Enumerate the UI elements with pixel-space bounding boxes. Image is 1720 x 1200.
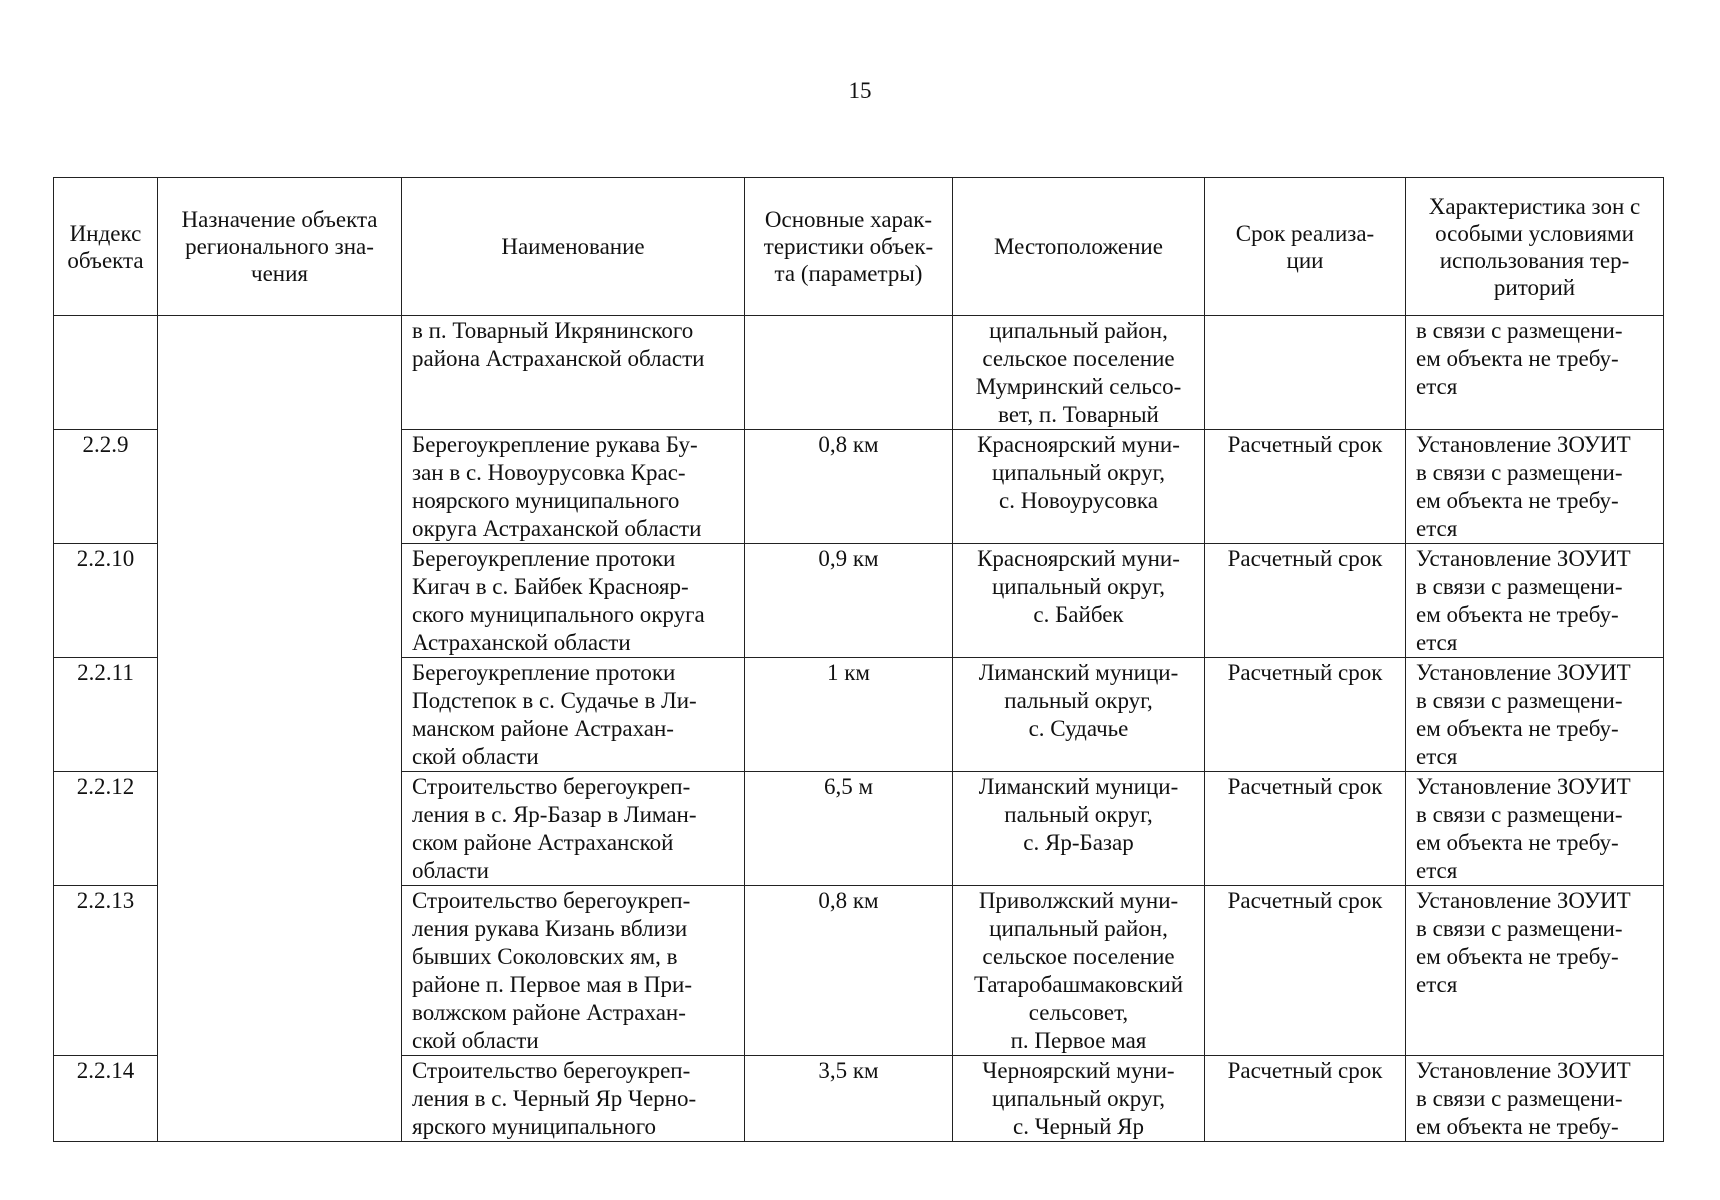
zones-line: в связи с размещени- <box>1416 1086 1623 1111</box>
location-line: Лиманский муници- <box>978 774 1179 799</box>
cell-period: Расчетный срок <box>1205 1056 1406 1142</box>
name-line: волжском районе Астрахан- <box>412 1000 686 1025</box>
table-body <box>54 316 1664 1142</box>
zones-line: в связи с размещени- <box>1416 802 1623 827</box>
location-line: п. Первое мая <box>1010 1028 1147 1053</box>
cell-params: 0,8 км <box>745 430 953 544</box>
location-line: с. Черный Яр <box>1012 1114 1145 1139</box>
cell-name <box>402 430 745 544</box>
name-line: бывших Соколовских ям, в <box>412 944 678 969</box>
cell-period: Расчетный срок <box>1205 772 1406 886</box>
location-line: Лиманский муници- <box>978 660 1179 685</box>
location-line: пальный округ, <box>1004 688 1153 713</box>
cell-name <box>402 1056 745 1142</box>
zones-line: Установление ЗОУИТ <box>1416 432 1631 457</box>
cell-index: 2.2.14 <box>54 1056 158 1142</box>
cell-period: Расчетный срок <box>1205 544 1406 658</box>
cell-index: 2.2.11 <box>54 658 158 772</box>
name-line: ской области <box>412 1028 539 1053</box>
zones-line: ем объекта не требу- <box>1416 346 1619 371</box>
cell-location <box>953 544 1205 658</box>
name-line: Строительство берегоукреп- <box>412 774 691 799</box>
location-line: ципальный округ, <box>991 574 1166 599</box>
zones-line: ется <box>1416 858 1458 883</box>
cell-index: 2.2.9 <box>54 430 158 544</box>
location-line: сельское поселение <box>982 346 1175 371</box>
name-line: ления в с. Яр-Базар в Лиман- <box>412 802 697 827</box>
name-line: ской области <box>412 744 539 769</box>
zones-line: в связи с размещени- <box>1416 574 1623 599</box>
zones-line: ем объекта не требу- <box>1416 830 1619 855</box>
header-period: Срок реализа- ции <box>1205 178 1406 316</box>
zones-line: ется <box>1416 516 1458 541</box>
zones-line: в связи с размещени- <box>1416 318 1623 343</box>
cell-location <box>953 772 1205 886</box>
cell-location <box>953 316 1205 430</box>
cell-period: Расчетный срок <box>1205 430 1406 544</box>
zones-line: ется <box>1416 630 1458 655</box>
name-line: ском районе Астраханской <box>412 830 674 855</box>
table-header-row <box>54 178 1664 316</box>
header-index: Индекс объекта <box>54 178 158 316</box>
zones-line: ется <box>1416 374 1458 399</box>
name-line: района Астраханской области <box>412 346 705 371</box>
cell-name <box>402 658 745 772</box>
zones-line: Установление ЗОУИТ <box>1416 546 1631 571</box>
cell-zones <box>1406 544 1664 658</box>
location-line: пальный округ, <box>1004 802 1153 827</box>
header-params: Основные харак- теристики объек- та (параметры) <box>745 178 953 316</box>
cell-name <box>402 886 745 1056</box>
name-line: Берегоукрепление рукава Бу- <box>412 432 698 457</box>
name-line: Берегоукрепление протоки <box>412 660 676 685</box>
zones-line: ем объекта не требу- <box>1416 1114 1619 1139</box>
zones-line: Установление ЗОУИТ <box>1416 1058 1631 1083</box>
cell-location <box>953 886 1205 1056</box>
cell-zones <box>1406 658 1664 772</box>
zones-line: в связи с размещени- <box>1416 460 1623 485</box>
location-line: с. Яр-Базар <box>1023 830 1134 855</box>
cell-index: 2.2.13 <box>54 886 158 1056</box>
zones-line: Установление ЗОУИТ <box>1416 774 1631 799</box>
zones-line: ем объекта не требу- <box>1416 602 1619 627</box>
cell-name <box>402 772 745 886</box>
cell-period: Расчетный срок <box>1205 886 1406 1056</box>
cell-zones <box>1406 886 1664 1056</box>
name-line: Строительство берегоукреп- <box>412 1058 691 1083</box>
cell-params: 0,9 км <box>745 544 953 658</box>
cell-index: 2.2.10 <box>54 544 158 658</box>
cell-period: Расчетный срок <box>1205 658 1406 772</box>
location-line: сельское поселение <box>982 944 1175 969</box>
cell-params: 6,5 м <box>745 772 953 886</box>
location-line: с. Новоурусовка <box>999 488 1158 513</box>
location-line: Приволжский муни- <box>978 888 1179 913</box>
cell-params: 0,8 км <box>745 886 953 1056</box>
zones-line: ем объекта не требу- <box>1416 716 1619 741</box>
location-line: ципальный округ, <box>991 1086 1166 1111</box>
zones-line: Установление ЗОУИТ <box>1416 660 1631 685</box>
cell-zones <box>1406 772 1664 886</box>
name-line: манском районе Астрахан- <box>412 716 674 741</box>
name-line: в п. Товарный Икрянинского <box>412 318 694 343</box>
name-line: ского муниципального округа <box>412 602 705 627</box>
name-line: районе п. Первое мая в При- <box>412 972 692 997</box>
header-name: Наименование <box>402 178 745 316</box>
location-line: ципальный район, <box>989 916 1168 941</box>
cell-location <box>953 658 1205 772</box>
cell-index <box>54 316 158 430</box>
name-line: области <box>412 858 489 883</box>
zones-line: ем объекта не требу- <box>1416 488 1619 513</box>
zones-line: ем объекта не требу- <box>1416 944 1619 969</box>
name-line: ярского муниципального <box>412 1114 657 1139</box>
header-location: Местоположение <box>953 178 1205 316</box>
cell-location <box>953 430 1205 544</box>
cell-zones <box>1406 430 1664 544</box>
table-row <box>54 316 1664 430</box>
name-line: зан в с. Новоурусовка Крас- <box>412 460 686 485</box>
name-line: Подстепок в с. Судачье в Ли- <box>412 688 697 713</box>
location-line: Красноярский муни- <box>977 432 1180 457</box>
cell-zones <box>1406 1056 1664 1142</box>
location-line: ципальный район, <box>989 318 1168 343</box>
cell-params <box>745 316 953 430</box>
location-line: вет, п. Товарный <box>998 402 1159 427</box>
location-line: Мумринский сельсо- <box>975 374 1182 399</box>
header-purpose: Назначение объекта регионального зна- чения <box>158 178 402 316</box>
location-line: с. Судачье <box>1028 716 1129 741</box>
name-line: Кигач в с. Байбек Краснояр- <box>412 574 689 599</box>
cell-params: 1 км <box>745 658 953 772</box>
name-line: Астраханской области <box>412 630 631 655</box>
name-line: Берегоукрепление протоки <box>412 546 676 571</box>
zones-line: ется <box>1416 744 1458 769</box>
location-line: Черноярский муни- <box>982 1058 1175 1083</box>
name-line: округа Астраханской области <box>412 516 702 541</box>
zones-line: в связи с размещени- <box>1416 688 1623 713</box>
cell-params: 3,5 км <box>745 1056 953 1142</box>
location-line: с. Байбек <box>1033 602 1124 627</box>
zones-line: Установление ЗОУИТ <box>1416 888 1631 913</box>
objects-table <box>53 177 1664 1142</box>
cell-purpose <box>158 316 402 1142</box>
cell-name <box>402 544 745 658</box>
name-line: ноярского муниципального <box>412 488 680 513</box>
header-zones: Характеристика зон с особыми условиями использования тер- риторий <box>1406 178 1664 316</box>
zones-line: ется <box>1416 972 1458 997</box>
cell-location <box>953 1056 1205 1142</box>
cell-zones <box>1406 316 1664 430</box>
name-line: ления в с. Черный Яр Черно- <box>412 1086 697 1111</box>
name-line: Строительство берегоукреп- <box>412 888 691 913</box>
zones-line: в связи с размещени- <box>1416 916 1623 941</box>
cell-period <box>1205 316 1406 430</box>
location-line: сельсовет, <box>1028 1000 1129 1025</box>
page-number: 15 <box>848 78 872 103</box>
cell-name <box>402 316 745 430</box>
name-line: ления рукава Кизань вблизи <box>412 916 688 941</box>
location-line: Татаробашмаковский <box>973 972 1184 997</box>
location-line: ципальный округ, <box>991 460 1166 485</box>
cell-index: 2.2.12 <box>54 772 158 886</box>
location-line: Красноярский муни- <box>977 546 1180 571</box>
